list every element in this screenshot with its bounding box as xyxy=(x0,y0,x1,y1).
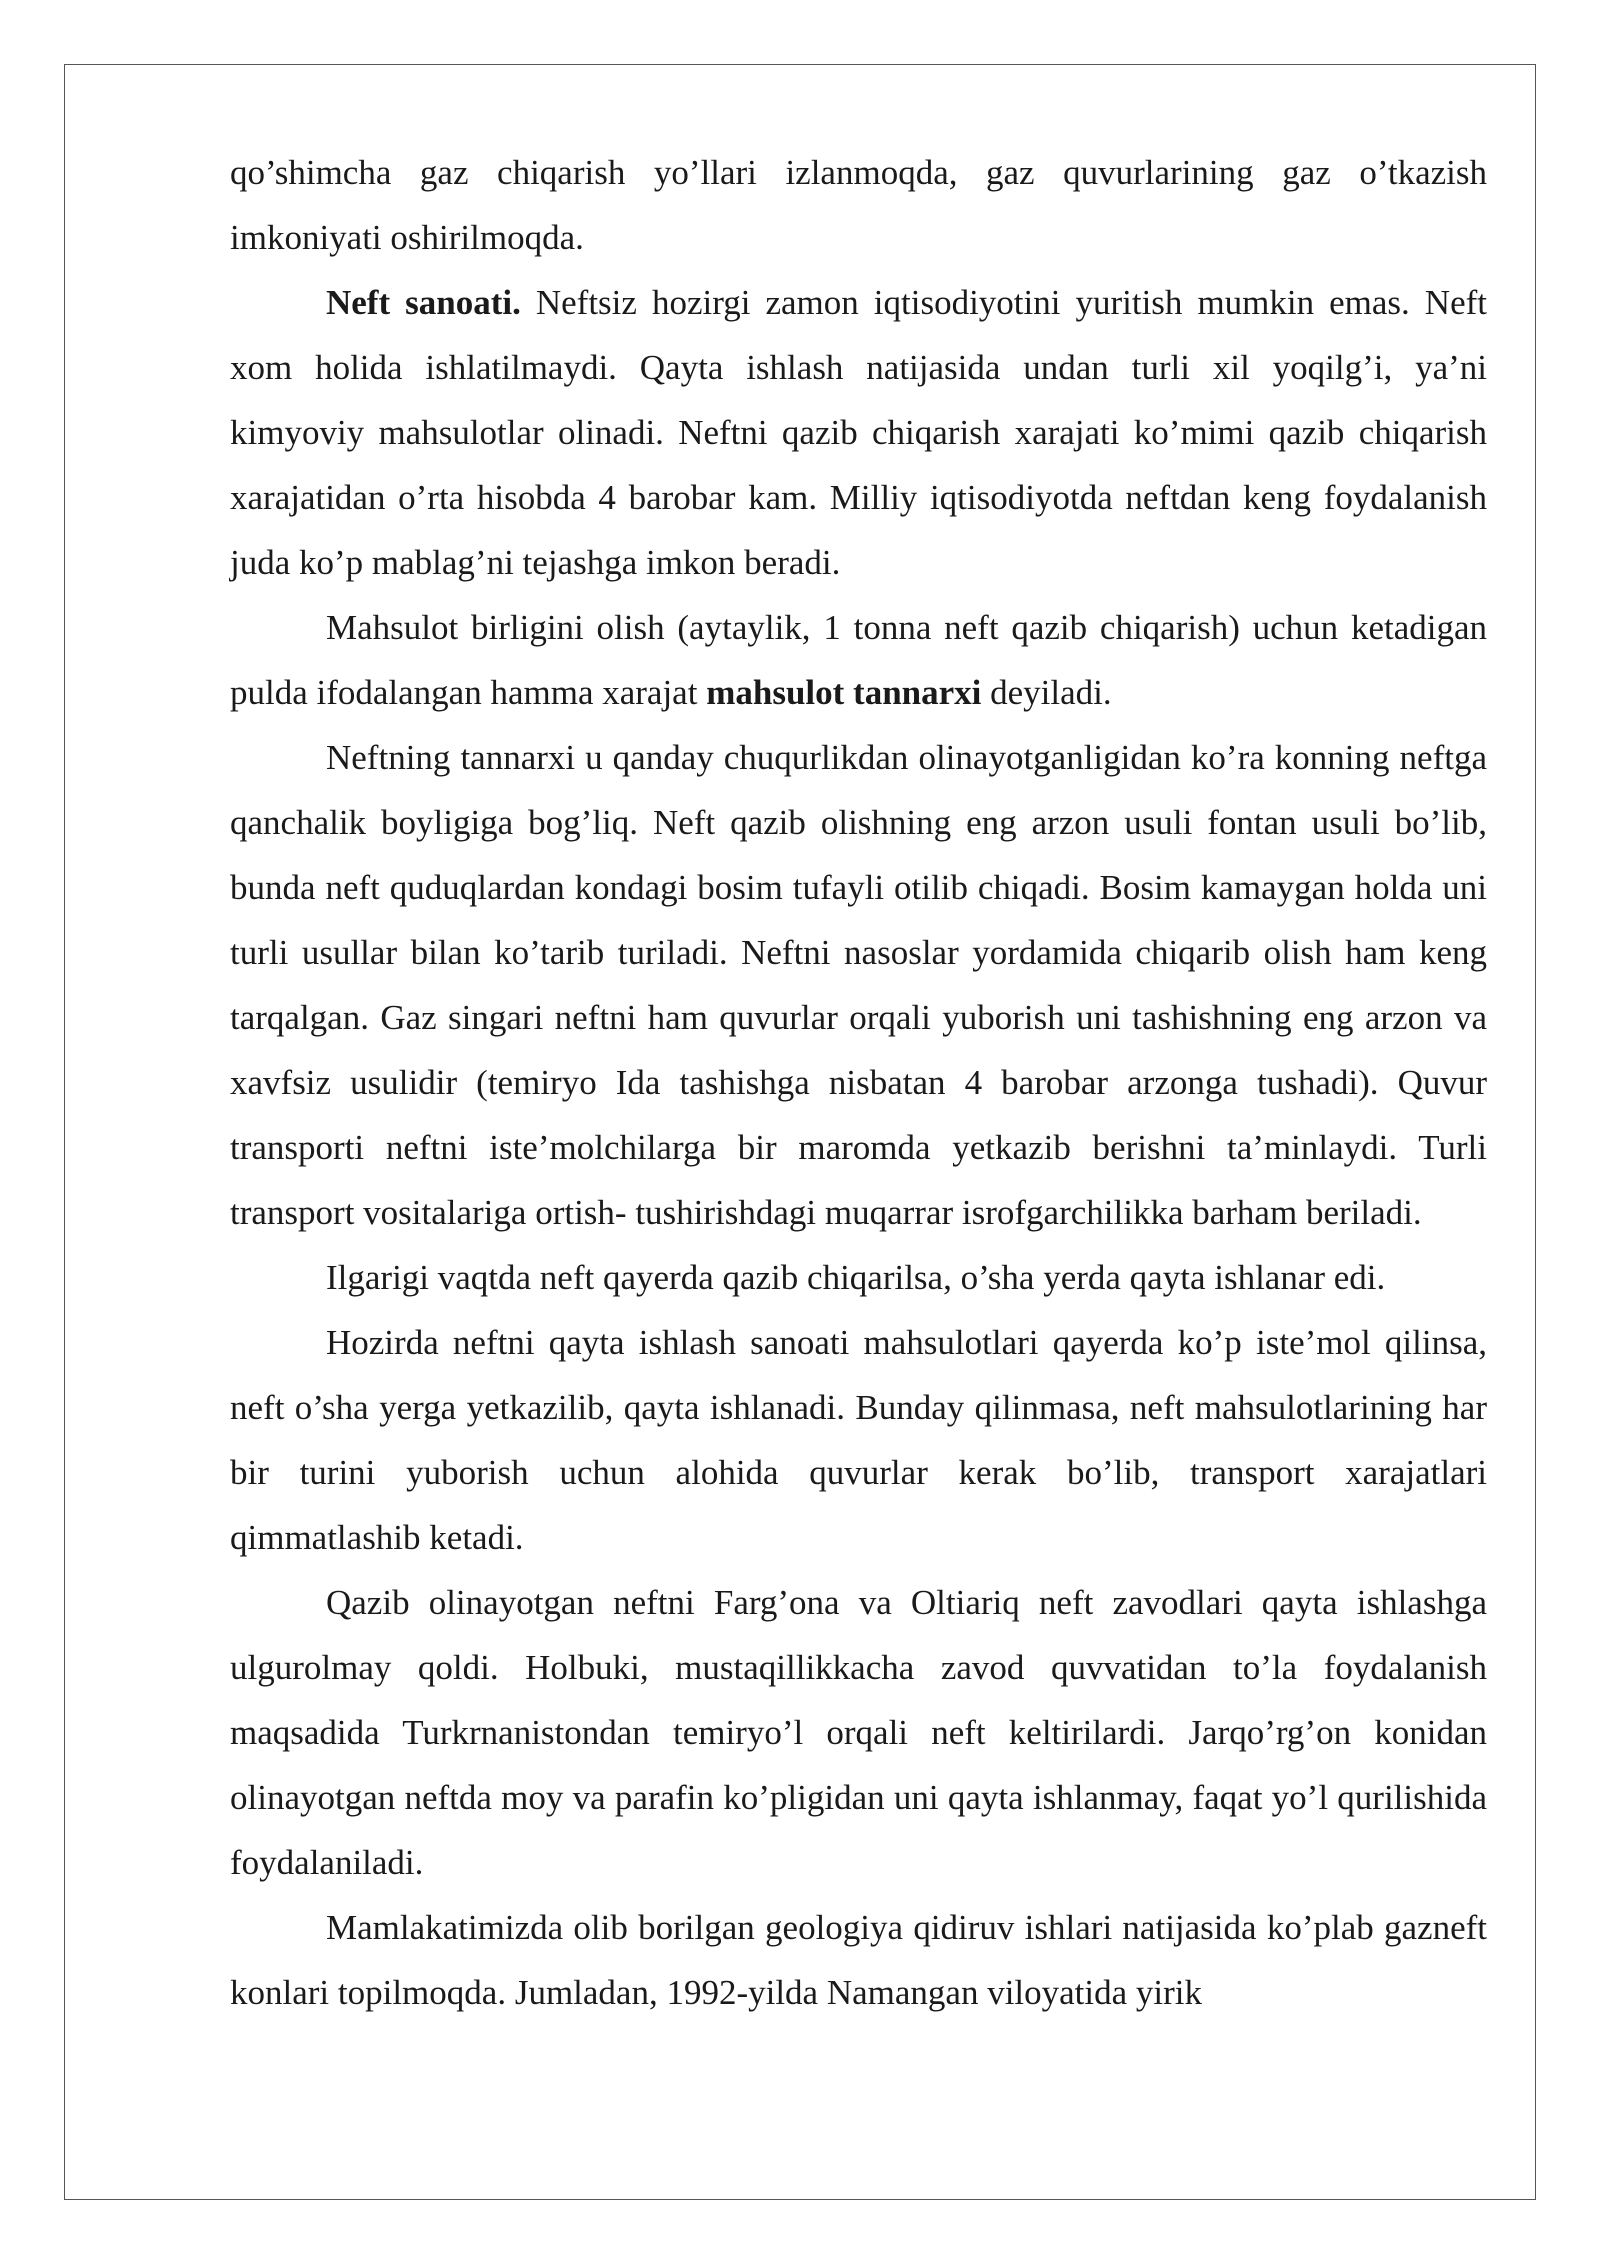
paragraph-text: Mahsulot birligini olish (aytaylik, 1 tonna neft qazib chiqarish) uchun ketadigan pulda ifodalangan hamma xarajat xyxy=(230,608,1487,712)
paragraph-text: Qazib olinayotgan neftni Farg’ona va Oltiariq neft zavodlari qayta ishlashga ulgurolmay qoldi. Holbuki, mustaqillikkacha zavod quvvatidan to’la foydalanish maqsadida Turkrnanistondan temiryo’l orqali neft keltirilardi. Jarqo’rg’on konidan olinayotgan neftda moy va parafin ko’pligidan uni qayta ishlanmay, faqat yo’l qurilishida foydalaniladi. xyxy=(230,1583,1487,1882)
paragraph-text: Ilgarigi vaqtda neft qayerda qazib chiqarilsa, o’sha yerda qayta ishlanar edi. xyxy=(326,1258,1386,1297)
paragraph xyxy=(230,595,1487,725)
paragraph xyxy=(230,1245,1487,1310)
paragraph xyxy=(230,270,1487,595)
paragraph-text: Hozirda neftni qayta ishlash sanoati mahsulotlari qayerda ko’p iste’mol qilinsa, neft o’sha yerga yetkazilib, qayta ishlanadi. Bunday qilinmasa, neft mahsulotlarining har bir turini yuborish uchun alohida quvurlar kerak bo’lib, transport xarajatlari qimmatlashib ketadi. xyxy=(230,1323,1487,1557)
paragraph-text: qo’shimcha gaz chiqarish yo’llari izlanmoqda, gaz quvurlarining gaz o’tkazish imkoniyati oshirilmoqda. xyxy=(230,153,1487,257)
paragraph-text: Neftsiz hozirgi zamon iqtisodiyotini yuritish mumkin emas. Neft xom holida ishlatilmaydi. Qayta ishlash natijasida undan turli xil yoqilg’i, ya’ni kimyoviy mahsulotlar olinadi. Neftni qazib chiqarish xarajati ko’mimi qazib chiqarish xarajatidan o’rta hisobda 4 barobar kam. Milliy iqtisodiyotda neftdan keng foydalanish juda ko’p mablag’ni tejashga imkon beradi. xyxy=(230,283,1487,582)
bold-term: mahsulot tannarxi xyxy=(706,673,982,712)
paragraph xyxy=(230,1310,1487,1570)
document-body xyxy=(230,140,1487,2025)
paragraph xyxy=(230,725,1487,1245)
paragraph-text: Mamlakatimizda olib borilgan geologiya qidiruv ishlari natijasida ko’plab gazneft konlari topilmoqda. Jumladan, 1992-yilda Namangan viloyatida yirik xyxy=(230,1908,1487,2012)
paragraph-text: Neftning tannarxi u qanday chuqurlikdan olinayotganligidan ko’ra konning neftga qanchalik boyligiga bog’liq. Neft qazib olishning eng arzon usuli fontan usuli bo’lib, bunda neft quduqlardan kondagi bosim tufayli otilib chiqadi. Bosim kamaygan holda uni turli usullar bilan ko’tarib turiladi. Neftni nasoslar yordamida chiqarib olish ham keng tarqalgan. Gaz singari neftni ham quvurlar orqali yuborish uni tashishning eng arzon va xavfsiz usulidir (temiryo Ida tashishga nisbatan 4 barobar arzonga tushadi). Quvur transporti neftni iste’molchilarga bir maromda yetkazib berishni ta’minlaydi. Turli transport vositalariga ortish- tushirishdagi muqarrar isrofgarchilikka barham beriladi. xyxy=(230,738,1487,1232)
paragraph xyxy=(230,1895,1487,2025)
bold-term: Neft sanoati. xyxy=(326,283,521,322)
paragraph xyxy=(230,140,1487,270)
paragraph-text: deyiladi. xyxy=(981,673,1112,712)
paragraph xyxy=(230,1570,1487,1895)
